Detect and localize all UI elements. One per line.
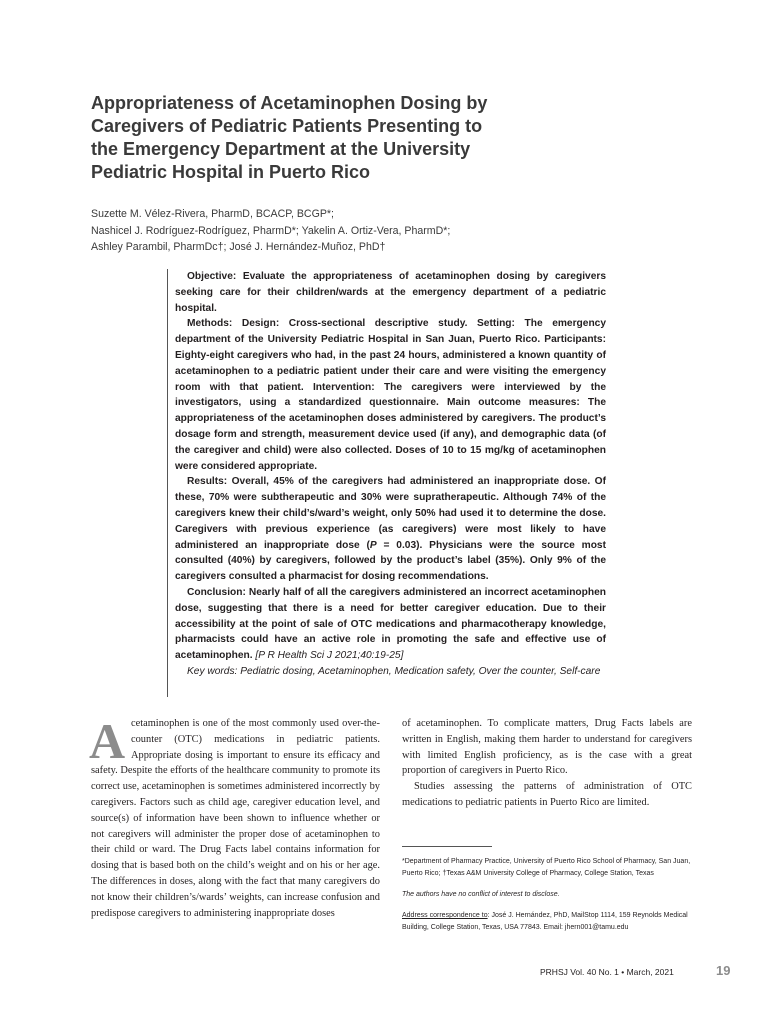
footnote-divider — [402, 846, 492, 847]
abstract-results — [175, 474, 606, 585]
page-number: 19 — [716, 963, 731, 978]
author-line: Suzette M. Vélez-Rivera, PharmD, BCACP, BCGP*; — [91, 208, 334, 220]
body-paragraph: cetaminophen is one of the most commonly used over-the-counter (OTC) medications in pediatric patients. Appropriate dosing is important to ensure its efficacy and safety. Despite the efforts of the healthcare community to promote its correct use, acetaminophen is sometimes administered incorrectly by caregivers. Factors such as child age, caregiver education level, and source(s) of information have been shown to influence whether or not caregivers will administer the proper dose of acetaminophen to their child or ward. The Drug Facts label contains information for dosing that is based both on the child’s weight and on his or her age. The differences in doses, along with the fact that many caregivers do not know their children’s/wards’ weights, can increase confusion and predispose caregivers to administering inappropriate doses — [91, 718, 380, 919]
body-column-right — [402, 716, 692, 811]
abstract-keywords: Key words: Pediatric dosing, Acetaminophen, Medication safety, Over the counter, Self-care — [187, 665, 601, 677]
journal-citation: [P R Health Sci J 2021;40:19-25] — [255, 650, 404, 662]
author-line: Ashley Parambil, PharmDc†; José J. Hernández-Muñoz, PhD† — [91, 241, 386, 253]
article-title: Appropriateness of Acetaminophen Dosing by Caregivers of Pediatric Patients Presenting to the Emergency Department at the University Pediatric Hospital in Puerto Rico — [91, 93, 488, 182]
abstract-box — [167, 269, 606, 697]
author-list — [91, 206, 591, 256]
abstract-objective: Objective: Evaluate the appropriateness of acetaminophen dosing by caregivers seeking care for their children/wards at the emergency department of a pediatric hospital. — [175, 271, 606, 314]
correspondence-text: : José J. Hernández, PhD, MailStop 1114, 159 Reynolds Medical Building, College Station, Texas, USA 77843. Email: jhern001@tamu.edu — [402, 912, 688, 931]
conclusion-text: Conclusion: Nearly half of all the caregivers administered an incorrect acetaminophen dose, suggesting that there is a need for better caregiver education. Due to their accessibility at the point of sale of OTC medications and pharmacotherapy knowledge, pharmacists could have an active role in promoting the safe and effective use of acetaminophen. — [175, 586, 606, 662]
drop-cap: A — [89, 713, 126, 769]
journal-footer: PRHSJ Vol. 40 No. 1 • March, 2021 — [540, 967, 674, 977]
author-line: Nashicel J. Rodríguez-Rodríguez, PharmD*; Yakelin A. Ortiz-Vera, PharmD*; — [91, 224, 451, 237]
body-paragraph: of acetaminophen. To complicate matters, Drug Facts labels are written in English, making them harder to understand for caregivers with limited English proficiency, as is the case with a great proportion of caregivers in Puerto Rico. — [402, 718, 692, 777]
results-p-symbol: P — [369, 539, 377, 551]
results-text-1: Results: Overall, 45% of the caregivers had administered an inappropriate dose. Of these, 70% were subtherapeutic and 30% were supratherapeutic. Although 74% of the caregivers knew their child’s/ward’s weight, only 50% had used it to determine the dose. Caregivers with previous experience (as caregivers) were most likely to have administered an inappropriate dose ( — [175, 476, 606, 551]
footnote-conflict: The authors have no conflict of interest to disclose. — [402, 891, 560, 898]
footnote-affiliations: *Department of Pharmacy Practice, University of Puerto Rico School of Pharmacy, San Juan, Puerto Rico; †Texas A&M University College of Pharmacy, College Station, Texas — [402, 858, 691, 877]
body-paragraph: Studies assessing the patterns of administration of OTC medications to pediatric patients in Puerto Rico are limited. — [402, 781, 692, 808]
abstract-conclusion — [175, 585, 606, 664]
footnote-correspondence — [402, 910, 692, 933]
results-text-2: = 0.03). Physicians were the source most consulted (40%) by caregivers, followed by the product’s label (35%). Only 9% of the caregivers consulted a pharmacist for dosing recommendations. — [175, 539, 606, 583]
correspondence-label: Address correspondence to — [402, 912, 488, 919]
abstract-methods: Methods: Design: Cross-sectional descriptive study. Setting: The emergency department of the University Pediatric Hospital in San Juan, Puerto Rico. Participants: Eighty-eight caregivers who had, in the past 24 hours, administered a known quantity of acetaminophen to a pediatric patient under their care and were visiting the emergency room with that patient. Intervention: The caregivers were interviewed by the investigators, using a standardized questionnaire. Main outcome measures: The appropriateness of the acetaminophen doses administered by caregivers. The product’s dosage form and strength, measurement device used (if any), and demographic data (of the caregiver and child) were also collected. Doses of 10 to 15 mg/kg of acetaminophen were considered appropriate. — [175, 318, 606, 472]
body-column-left — [89, 713, 380, 921]
